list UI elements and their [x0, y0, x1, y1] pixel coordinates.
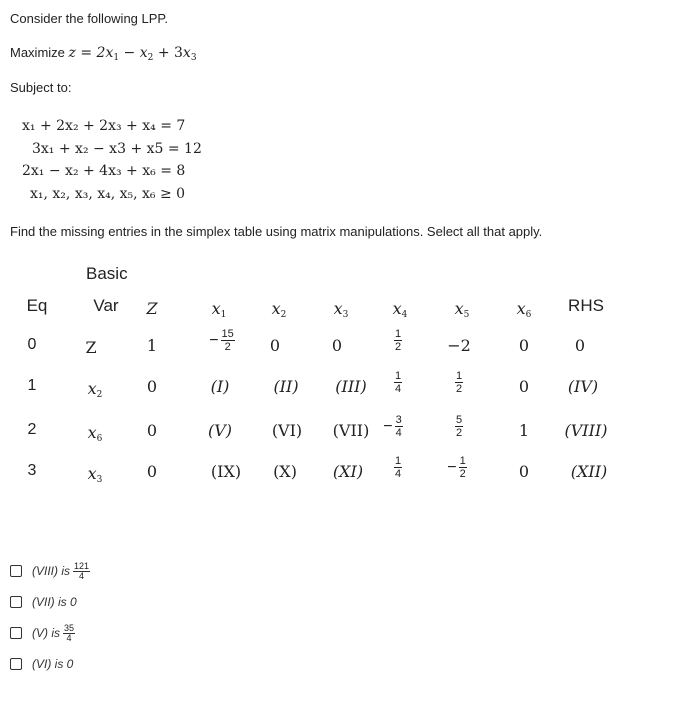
row3-rhs: (XII) — [570, 462, 608, 481]
header-rhs: RHS — [568, 296, 604, 315]
row3-x5: − $\frac{1}{2}$ — [447, 455, 466, 480]
row1-x3: (III) — [335, 377, 367, 396]
header-eq: Eq — [26, 296, 48, 315]
option-viii-checkbox[interactable] — [10, 565, 22, 577]
row1-x6: 0 — [518, 377, 530, 396]
option-v[interactable] — [10, 622, 75, 643]
row2-rhs: (VIII) — [564, 421, 608, 440]
row3-x2: (X) — [273, 462, 297, 481]
header-z: Z — [146, 299, 158, 318]
row1-x5: $\frac{1}{2}$ — [455, 370, 463, 395]
option-vii-checkbox[interactable] — [10, 596, 22, 608]
row3-x6: 0 — [518, 462, 530, 481]
row2-z: 0 — [146, 421, 158, 440]
row3-z: 0 — [146, 462, 158, 481]
row1-eq: 1 — [27, 377, 37, 394]
row0-var: Z — [85, 338, 97, 357]
row2-x1: (V) — [207, 421, 233, 440]
row0-x6: 0 — [518, 336, 530, 355]
row2-var: $x_6$ — [87, 423, 103, 444]
option-v-label: (V) is — [32, 626, 60, 640]
option-vi-label: (VI) is 0 — [32, 657, 74, 671]
header-x5: $x_5$ — [454, 299, 470, 320]
row2-x5: $\frac{5}{2}$ — [455, 414, 463, 439]
row0-x3: 0 — [331, 336, 343, 355]
objective-line — [10, 45, 197, 63]
header-var: Var — [93, 296, 119, 315]
row1-x1: (I) — [210, 377, 230, 396]
row2-x4: − $\frac{3}{4}$ — [383, 414, 402, 439]
header-basic: Basic — [86, 264, 128, 283]
option-vii[interactable] — [10, 594, 77, 610]
row0-x1: − $\frac{15}{2}$ — [209, 328, 234, 353]
row0-rhs: 0 — [574, 336, 586, 355]
option-vi[interactable] — [10, 656, 73, 672]
row1-var: $x_2$ — [87, 379, 103, 400]
option-vii-label: (VII) is 0 — [32, 595, 77, 609]
row0-eq: 0 — [27, 336, 37, 353]
row2-x2: (VI) — [271, 421, 303, 440]
row0-x2: 0 — [269, 336, 281, 355]
option-v-checkbox[interactable] — [10, 627, 22, 639]
objective-expression: $z = 2x_1 - x_2 + 3x_3$ — [68, 45, 197, 63]
row3-eq: 3 — [27, 462, 37, 479]
row3-x1: (IX) — [210, 462, 242, 481]
constraint-2: 3x₁ + x₂ − x3 + x5 = 12 — [32, 141, 202, 157]
row0-z: 1 — [146, 336, 158, 355]
nonnegativity-constraint: x₁, x₂, x₃, x₄, x₅, x₆ ≥ 0 — [30, 186, 186, 202]
row3-var: $x_3$ — [87, 464, 103, 485]
header-x1: $x_1$ — [211, 299, 227, 320]
row2-x6: 1 — [518, 421, 530, 440]
row3-x4: $\frac{1}{4}$ — [394, 455, 402, 480]
row3-x3: (XI) — [332, 462, 364, 481]
row2-x3: (VII) — [332, 421, 370, 440]
instruction-text: Find the missing entries in the simplex table using matrix manipulations. Select all that apply. — [10, 224, 543, 239]
objective-label: Maximize — [10, 45, 65, 60]
header-x4: $x_4$ — [392, 299, 408, 320]
row1-z: 0 — [146, 377, 158, 396]
subject-to-label: Subject to: — [10, 80, 72, 95]
row1-x4: $\frac{1}{4}$ — [394, 370, 402, 395]
row1-x2: (II) — [273, 377, 299, 396]
option-vi-checkbox[interactable] — [10, 658, 22, 670]
option-viii[interactable] — [10, 560, 90, 581]
constraint-1: x₁ + 2x₂ + 2x₃ + x₄ = 7 — [22, 118, 186, 134]
option-viii-fraction: 121 4 — [74, 560, 90, 581]
row0-x5: −2 — [447, 336, 471, 355]
constraint-3: 2x₁ − x₂ + 4x₃ + x₆ = 8 — [22, 163, 186, 179]
option-v-fraction: 35 4 — [64, 622, 75, 643]
row0-x4: $\frac{1}{2}$ — [394, 328, 402, 353]
intro-text: Consider the following LPP. — [10, 11, 169, 26]
row2-eq: 2 — [27, 421, 37, 438]
row1-rhs: (IV) — [567, 377, 599, 396]
option-viii-label: (VIII) is — [32, 564, 70, 578]
header-x2: $x_2$ — [271, 299, 287, 320]
header-x3: $x_3$ — [333, 299, 349, 320]
header-x6: $x_6$ — [516, 299, 532, 320]
